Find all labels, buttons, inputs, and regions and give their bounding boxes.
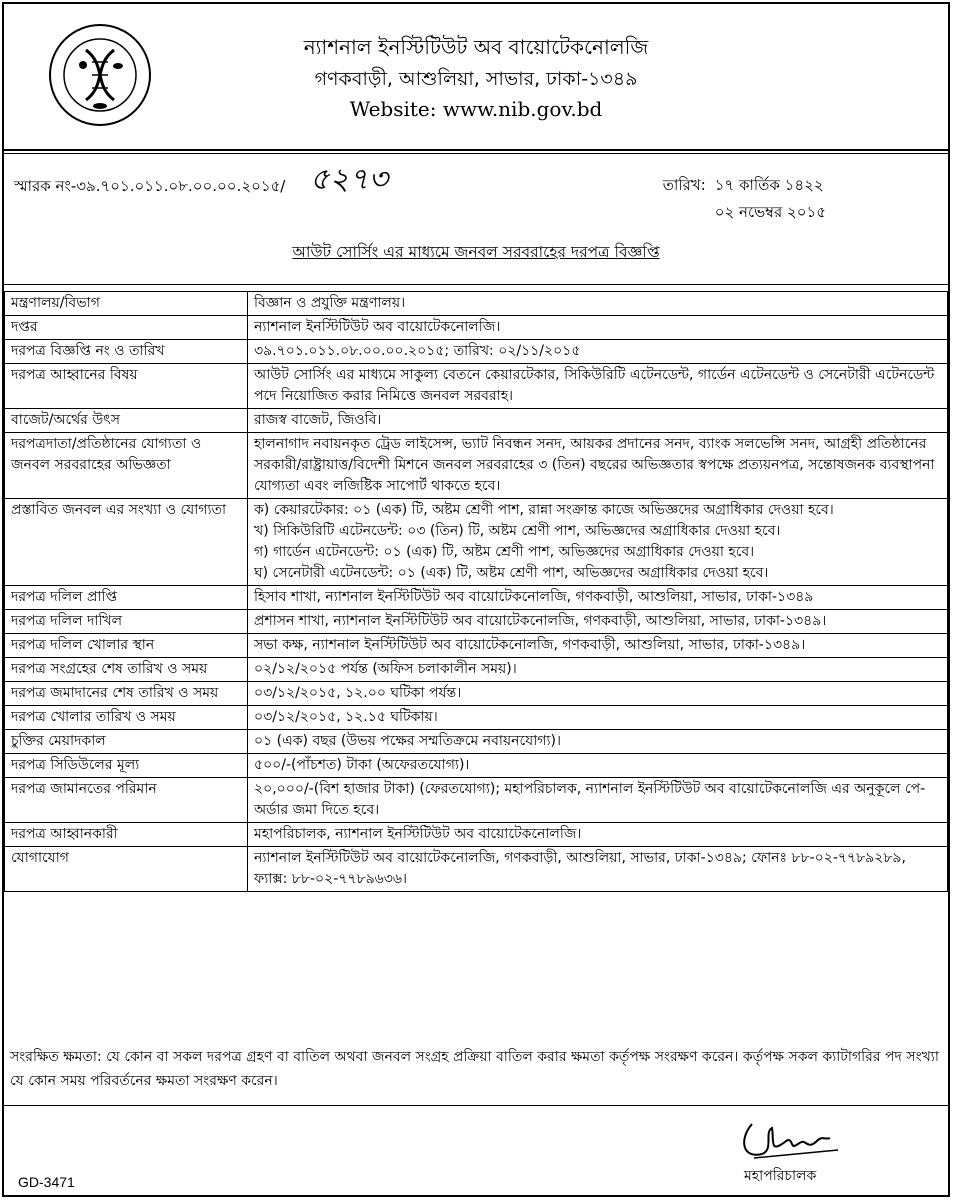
manpower-line: ঘ) সেনেটারী এটেনডেন্ট: ০১ (এক) টি, অষ্টম শ্রেণী পাশ, অভিজ্ঞদের অগ্রাধিকার দেওয়া হবে।: [254, 565, 769, 581]
table-row: [5, 634, 948, 658]
row-label: যোগাযোগ: [5, 847, 248, 892]
table-row: [5, 340, 948, 364]
date-bangla: ১৭ কার্তিক ১৪২২: [714, 176, 824, 194]
table-row: [5, 364, 948, 409]
date-block: [663, 172, 826, 226]
row-label: বাজেট/অর্থের উৎস: [5, 409, 248, 433]
notice-title: [4, 242, 948, 262]
row-value: ২০,০০০/-(বিশ হাজার টাকা) (ফেরতযোগ্য); মহাপরিচালক, ন্যাশনাল ইনস্টিটিউট অব বায়োটেকনোলজি এর অনুকূলে পে-অর্ডার জমা দিতে হবে।: [248, 778, 948, 823]
table-row: [5, 730, 948, 754]
row-value: ০২/১২/২০১৫ পর্যন্ত (অফিস চলাকালীন সময়)।: [248, 658, 948, 682]
row-value: প্রশাসন শাখা, ন্যাশনাল ইনস্টিটিউট অব বায়োটেকনোলজি, গণকবাড়ী, আশুলিয়া, সাভার, ঢাকা-১৩৪৯।: [248, 610, 948, 634]
row-value: সভা কক্ষ, ন্যাশনাল ইনস্টিটিউট অব বায়োটেকনোলজি, গণকবাড়ী, আশুলিয়া, সাভার, ঢাকা-১৩৪৯।: [248, 634, 948, 658]
tender-info-table: [4, 291, 948, 892]
row-value: আউট সোর্সিং এর মাধ্যমে সাকুল্য বেতনে কেয়ারটেকার, সিকিউরিটি এটেনডেন্ট, গার্ডেন এটেনডেন্ট ও সেনেটারী এটেনডেন্ট পদে নিয়োজিত করার নিমিত্তে জনবল সরবরাহ।: [248, 364, 948, 409]
org-name: ন্যাশনাল ইনস্টিটিউট অব বায়োটেকনোলজি: [303, 35, 649, 59]
row-value: ৫০০/-(পাঁচশত) টাকা (অফেরতযোগ্য)।: [248, 754, 948, 778]
row-value: ০৩/১২/২০১৫, ১২.১৫ ঘটিকায়।: [248, 706, 948, 730]
row-label: চুক্তির মেয়াদকাল: [5, 730, 248, 754]
table-row: [5, 316, 948, 340]
table-row: [5, 778, 948, 823]
manpower-line: খ) সিকিউরিটি এটেনডেন্ট: ০৩ (তিন) টি, অষ্টম শ্রেণী পাশ, অভিজ্ঞদের অগ্রাধিকার দেওয়া হবে।: [254, 523, 781, 539]
row-label: দরপত্র দলিল প্রাপ্তি: [5, 586, 248, 610]
table-row: [5, 610, 948, 634]
manpower-line: ক) কেয়ারটেকার: ০১ (এক) টি, অষ্টম শ্রেণী পাশ, রান্না সংক্রান্ত কাজে অভিজ্ঞদের অগ্রাধিকার দেওয়া হবে।: [254, 502, 834, 518]
letterhead: [4, 4, 948, 146]
row-value: ৩৯.৭০১.০১১.০৮.০০.০০.২০১৫; তারিখ: ০২/১১/২০১৫: [248, 340, 948, 364]
row-label: দপ্তর: [5, 316, 248, 340]
notice-title-text: আউট সোর্সিং এর মাধ্যমে জনবল সরবরাহের দরপত্র বিজ্ঞপ্তি: [292, 243, 660, 261]
row-label: দরপত্র আহ্বানকারী: [5, 823, 248, 847]
document-code: GD-3471: [18, 1174, 75, 1190]
table-row: [5, 754, 948, 778]
row-label: দরপত্র জমাদানের শেষ তারিখ ও সময়: [5, 682, 248, 706]
table-row: [5, 409, 948, 433]
row-value: হিসাব শাখা, ন্যাশনাল ইনস্টিটিউট অব বায়োটেকনোলজি, গণকবাড়ী, আশুলিয়া, সাভার, ঢাকা-১৩৪৯: [248, 586, 948, 610]
row-value: হালনাগাদ নবায়নকৃত ট্রেড লাইসেন্স, ভ্যাট নিবন্ধন সনদ, আয়কর প্রদানের সনদ, ব্যাংক সলভেন্সি সনদ, আগ্রহী প্রতিষ্ঠানের সরকারী/রাষ্ট্রায়াত্ত/বিদেশী মিশনে জনবল সরবরাহের ৩ (তিন) বছরের অভিজ্ঞতার স্বপক্ষে প্রত্যয়নপত্র, সন্তোষজনক ব্যবস্থাপনা যোগ্যতা এবং লজিষ্টিক সাপোর্ট থাকতে হবে।: [248, 433, 948, 499]
row-value: ন্যাশনাল ইনস্টিটিউট অব বায়োটেকনোলজি, গণকবাড়ী, আশুলিয়া, সাভার, ঢাকা-১৩৪৯; ফোনঃ ৮৮-০২-৭৭৮৯২৮৯, ফ্যাক্স: ৮৮-০২-৭৭৮৯৬৩৬।: [248, 847, 948, 892]
row-label: মন্ত্রণালয়/বিভাগ: [5, 292, 248, 316]
date-label: তারিখ:: [662, 176, 706, 194]
table-row: [5, 499, 948, 586]
org-website: Website: www.nib.gov.bd: [349, 97, 603, 121]
row-label: প্রস্তাবিত জনবল এর সংখ্যা ও যোগ্যতা: [5, 499, 248, 586]
table-row: [5, 847, 948, 892]
row-label: দরপত্র জামানতের পরিমান: [5, 778, 248, 823]
row-value: ০১ (এক) বছর (উভয় পক্ষের সম্মতিক্রমে নবায়নযোগ্য)।: [248, 730, 948, 754]
date-english: ০২ নভেম্বর ২০১৫: [714, 203, 826, 221]
row-label: দরপত্র খোলার তারিখ ও সময়: [5, 706, 248, 730]
row-label: দরপত্র সিডিউলের মূল্য: [5, 754, 248, 778]
row-label: দরপত্র বিজ্ঞপ্তি নং ও তারিখ: [5, 340, 248, 364]
row-label: দরপত্র সংগ্রহের শেষ তারিখ ও সময়: [5, 658, 248, 682]
footnote-rule: [4, 1105, 948, 1106]
manpower-line: গ) গার্ডেন এটেনডেন্ট: ০১ (এক) টি, অষ্টম শ্রেণী পাশ, অভিজ্ঞদের অগ্রাধিকার দেওয়া হবে।: [254, 544, 755, 560]
row-label: দরপত্র দলিল দাখিল: [5, 610, 248, 634]
row-label: দরপত্র আহ্বানের বিষয়: [5, 364, 248, 409]
row-value: ন্যাশনাল ইনস্টিটিউট অব বায়োটেকনোলজি।: [248, 316, 948, 340]
table-row: [5, 586, 948, 610]
tender-notice-page: [2, 2, 950, 1197]
row-label: দরপত্র দলিল খোলার স্থান: [5, 634, 248, 658]
header-rule-thin: [4, 153, 948, 154]
row-label: দরপত্রদাতা/প্রতিষ্ঠানের যোগ্যতা ও জনবল সরবরাহের অভিজ্ঞতা: [5, 433, 248, 499]
row-value: বিজ্ঞান ও প্রযুক্তি মন্ত্রণালয়।: [248, 292, 948, 316]
memo-number: স্মারক নং-৩৯.৭০১.০১১.০৮.০০.০০.২০১৫/: [14, 177, 286, 195]
table-row: [5, 682, 948, 706]
table-row: [5, 292, 948, 316]
row-value: মহাপরিচালক, ন্যাশনাল ইনস্টিটিউট অব বায়োটেকনোলজি।: [248, 823, 948, 847]
header-rule-thick: [4, 149, 948, 151]
signatory-title: মহাপরিচালক: [744, 1168, 817, 1184]
table-row: [5, 433, 948, 499]
handwritten-memo-number: ৫২৭৩: [310, 162, 388, 197]
signature: [734, 1114, 844, 1164]
reserved-rights-note: সংরক্ষিত ক্ষমতা: যে কোন বা সকল দরপত্র গ্রহণ বা বাতিল অথবা জনবল সংগ্রহ প্রক্রিয়া বাতিল করার ক্ষমতা কর্তৃপক্ষ সংরক্ষণ করেন। কর্তৃপক্ষ সকল ক্যাটাগরির পদ সংখ্যা যে কোন সময় পরিবর্তনের ক্ষমতা সংরক্ষণ করেন।: [10, 1049, 939, 1089]
org-address: গণকবাড়ী, আশুলিয়া, সাভার, ঢাকা-১৩৪৯: [314, 68, 638, 90]
table-row: [5, 823, 948, 847]
row-value: ০৩/১২/২০১৫, ১২.০০ ঘটিকা পর্যন্ত।: [248, 682, 948, 706]
row-value: [248, 499, 948, 586]
table-row: [5, 706, 948, 730]
row-value: রাজস্ব বাজেট, জিওবি।: [248, 409, 948, 433]
table-row: [5, 658, 948, 682]
table-top-rule: [4, 284, 948, 285]
